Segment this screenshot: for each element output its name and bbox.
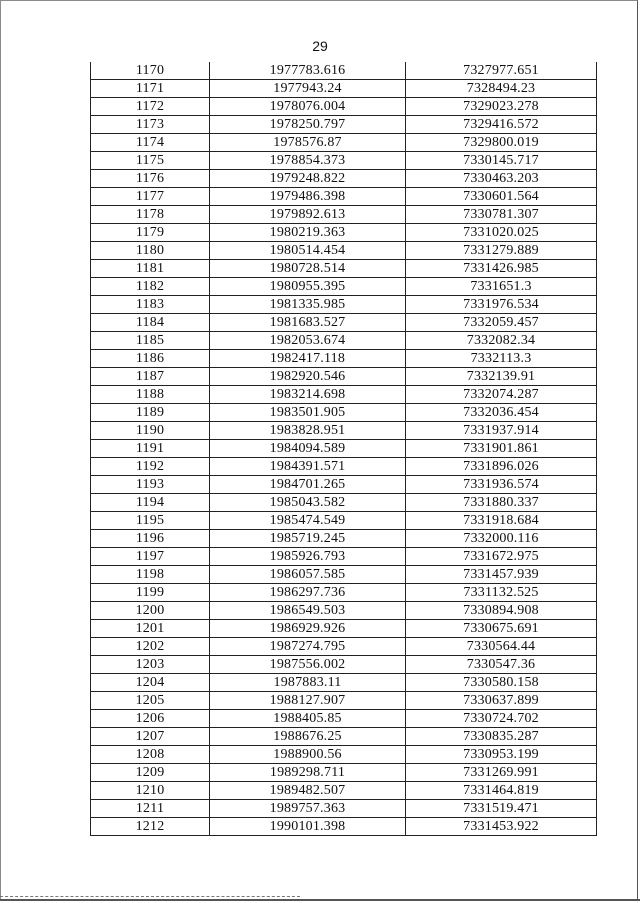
x-coordinate-cell: 1987556.002 [210, 656, 406, 674]
point-number-cell: 1174 [91, 134, 210, 152]
x-coordinate-cell: 1985926.793 [210, 548, 406, 566]
table-row [91, 296, 597, 314]
point-number-cell: 1197 [91, 548, 210, 566]
table-row [91, 602, 597, 620]
x-coordinate-cell: 1986057.585 [210, 566, 406, 584]
x-coordinate-cell: 1987274.795 [210, 638, 406, 656]
x-coordinate-cell: 1988900.56 [210, 746, 406, 764]
point-number-cell: 1196 [91, 530, 210, 548]
y-coordinate-cell: 7329800.019 [406, 134, 597, 152]
table-row [91, 134, 597, 152]
bottom-scan-artifact [0, 896, 300, 898]
y-coordinate-cell: 7331132.525 [406, 584, 597, 602]
x-coordinate-cell: 1982920.546 [210, 368, 406, 386]
point-number-cell: 1176 [91, 170, 210, 188]
point-number-cell: 1189 [91, 404, 210, 422]
point-number-cell: 1187 [91, 368, 210, 386]
bottom-edge-line [0, 899, 640, 901]
x-coordinate-cell: 1978854.373 [210, 152, 406, 170]
y-coordinate-cell: 7331901.861 [406, 440, 597, 458]
x-coordinate-cell: 1984094.589 [210, 440, 406, 458]
table-row [91, 170, 597, 188]
x-coordinate-cell: 1980728.514 [210, 260, 406, 278]
table-row [91, 152, 597, 170]
y-coordinate-cell: 7331519.471 [406, 800, 597, 818]
point-number-cell: 1205 [91, 692, 210, 710]
x-coordinate-cell: 1986929.926 [210, 620, 406, 638]
y-coordinate-cell: 7332082.34 [406, 332, 597, 350]
table-row [91, 314, 597, 332]
point-number-cell: 1182 [91, 278, 210, 296]
point-number-cell: 1210 [91, 782, 210, 800]
y-coordinate-cell: 7330953.199 [406, 746, 597, 764]
y-coordinate-cell: 7330835.287 [406, 728, 597, 746]
point-number-cell: 1206 [91, 710, 210, 728]
x-coordinate-cell: 1983828.951 [210, 422, 406, 440]
y-coordinate-cell: 7331269.991 [406, 764, 597, 782]
x-coordinate-cell: 1985474.549 [210, 512, 406, 530]
x-coordinate-cell: 1989298.711 [210, 764, 406, 782]
table-row [91, 260, 597, 278]
point-number-cell: 1188 [91, 386, 210, 404]
y-coordinate-cell: 7330601.564 [406, 188, 597, 206]
point-number-cell: 1185 [91, 332, 210, 350]
coordinates-table-body [91, 62, 597, 836]
point-number-cell: 1191 [91, 440, 210, 458]
point-number-cell: 1180 [91, 242, 210, 260]
table-row [91, 476, 597, 494]
y-coordinate-cell: 7330463.203 [406, 170, 597, 188]
x-coordinate-cell: 1979486.398 [210, 188, 406, 206]
table-row [91, 566, 597, 584]
table-row [91, 242, 597, 260]
table-row [91, 494, 597, 512]
page-number: 29 [312, 38, 328, 54]
x-coordinate-cell: 1988676.25 [210, 728, 406, 746]
x-coordinate-cell: 1978250.797 [210, 116, 406, 134]
table-row [91, 278, 597, 296]
x-coordinate-cell: 1980955.395 [210, 278, 406, 296]
y-coordinate-cell: 7332036.454 [406, 404, 597, 422]
table-row [91, 710, 597, 728]
y-coordinate-cell: 7331937.914 [406, 422, 597, 440]
point-number-cell: 1204 [91, 674, 210, 692]
x-coordinate-cell: 1989757.363 [210, 800, 406, 818]
y-coordinate-cell: 7330145.717 [406, 152, 597, 170]
x-coordinate-cell: 1990101.398 [210, 818, 406, 836]
x-coordinate-cell: 1987883.11 [210, 674, 406, 692]
table-row [91, 332, 597, 350]
point-number-cell: 1177 [91, 188, 210, 206]
x-coordinate-cell: 1983214.698 [210, 386, 406, 404]
point-number-cell: 1207 [91, 728, 210, 746]
x-coordinate-cell: 1985719.245 [210, 530, 406, 548]
y-coordinate-cell: 7331279.889 [406, 242, 597, 260]
table-row [91, 620, 597, 638]
y-coordinate-cell: 7331457.939 [406, 566, 597, 584]
x-coordinate-cell: 1979248.822 [210, 170, 406, 188]
x-coordinate-cell: 1980514.454 [210, 242, 406, 260]
x-coordinate-cell: 1983501.905 [210, 404, 406, 422]
point-number-cell: 1200 [91, 602, 210, 620]
y-coordinate-cell: 7330894.908 [406, 602, 597, 620]
table-row [91, 98, 597, 116]
x-coordinate-cell: 1981335.985 [210, 296, 406, 314]
y-coordinate-cell: 7330580.158 [406, 674, 597, 692]
x-coordinate-cell: 1989482.507 [210, 782, 406, 800]
point-number-cell: 1203 [91, 656, 210, 674]
y-coordinate-cell: 7331976.534 [406, 296, 597, 314]
point-number-cell: 1178 [91, 206, 210, 224]
table-row [91, 530, 597, 548]
point-number-cell: 1201 [91, 620, 210, 638]
x-coordinate-cell: 1977783.616 [210, 62, 406, 80]
coordinates-table [90, 62, 597, 836]
x-coordinate-cell: 1982417.118 [210, 350, 406, 368]
point-number-cell: 1184 [91, 314, 210, 332]
point-number-cell: 1190 [91, 422, 210, 440]
table-row [91, 638, 597, 656]
x-coordinate-cell: 1986297.736 [210, 584, 406, 602]
y-coordinate-cell: 7332000.116 [406, 530, 597, 548]
x-coordinate-cell: 1981683.527 [210, 314, 406, 332]
y-coordinate-cell: 7332074.287 [406, 386, 597, 404]
y-coordinate-cell: 7330675.691 [406, 620, 597, 638]
table-row [91, 674, 597, 692]
x-coordinate-cell: 1985043.582 [210, 494, 406, 512]
table-row [91, 386, 597, 404]
y-coordinate-cell: 7329023.278 [406, 98, 597, 116]
table-row [91, 764, 597, 782]
x-coordinate-cell: 1978076.004 [210, 98, 406, 116]
x-coordinate-cell: 1982053.674 [210, 332, 406, 350]
y-coordinate-cell: 7331672.975 [406, 548, 597, 566]
y-coordinate-cell: 7330724.702 [406, 710, 597, 728]
point-number-cell: 1194 [91, 494, 210, 512]
point-number-cell: 1181 [91, 260, 210, 278]
table-row [91, 512, 597, 530]
table-row [91, 116, 597, 134]
y-coordinate-cell: 7331020.025 [406, 224, 597, 242]
table-row [91, 746, 597, 764]
table-row [91, 422, 597, 440]
point-number-cell: 1192 [91, 458, 210, 476]
x-coordinate-cell: 1986549.503 [210, 602, 406, 620]
table-row [91, 728, 597, 746]
y-coordinate-cell: 7331918.684 [406, 512, 597, 530]
x-coordinate-cell: 1980219.363 [210, 224, 406, 242]
point-number-cell: 1211 [91, 800, 210, 818]
point-number-cell: 1186 [91, 350, 210, 368]
y-coordinate-cell: 7331936.574 [406, 476, 597, 494]
table-row [91, 206, 597, 224]
x-coordinate-cell: 1979892.613 [210, 206, 406, 224]
table-row [91, 440, 597, 458]
point-number-cell: 1212 [91, 818, 210, 836]
point-number-cell: 1202 [91, 638, 210, 656]
point-number-cell: 1170 [91, 62, 210, 80]
point-number-cell: 1208 [91, 746, 210, 764]
y-coordinate-cell: 7330637.899 [406, 692, 597, 710]
x-coordinate-cell: 1988405.85 [210, 710, 406, 728]
table-row [91, 782, 597, 800]
table-row [91, 404, 597, 422]
table-row [91, 368, 597, 386]
point-number-cell: 1172 [91, 98, 210, 116]
table-row [91, 224, 597, 242]
x-coordinate-cell: 1984701.265 [210, 476, 406, 494]
y-coordinate-cell: 7332059.457 [406, 314, 597, 332]
x-coordinate-cell: 1984391.571 [210, 458, 406, 476]
table-row [91, 62, 597, 80]
x-coordinate-cell: 1988127.907 [210, 692, 406, 710]
table-row [91, 548, 597, 566]
y-coordinate-cell: 7331453.922 [406, 818, 597, 836]
y-coordinate-cell: 7327977.651 [406, 62, 597, 80]
table-row [91, 818, 597, 836]
table-row [91, 584, 597, 602]
table-row [91, 350, 597, 368]
y-coordinate-cell: 7328494.23 [406, 80, 597, 98]
point-number-cell: 1195 [91, 512, 210, 530]
point-number-cell: 1209 [91, 764, 210, 782]
table-row [91, 800, 597, 818]
y-coordinate-cell: 7332113.3 [406, 350, 597, 368]
y-coordinate-cell: 7332139.91 [406, 368, 597, 386]
y-coordinate-cell: 7331464.819 [406, 782, 597, 800]
table-row [91, 656, 597, 674]
y-coordinate-cell: 7331896.026 [406, 458, 597, 476]
y-coordinate-cell: 7330547.36 [406, 656, 597, 674]
point-number-cell: 1193 [91, 476, 210, 494]
table-row [91, 80, 597, 98]
table-row [91, 692, 597, 710]
point-number-cell: 1173 [91, 116, 210, 134]
point-number-cell: 1175 [91, 152, 210, 170]
point-number-cell: 1179 [91, 224, 210, 242]
point-number-cell: 1183 [91, 296, 210, 314]
table-row [91, 458, 597, 476]
x-coordinate-cell: 1977943.24 [210, 80, 406, 98]
y-coordinate-cell: 7330564.44 [406, 638, 597, 656]
point-number-cell: 1171 [91, 80, 210, 98]
y-coordinate-cell: 7331426.985 [406, 260, 597, 278]
point-number-cell: 1199 [91, 584, 210, 602]
y-coordinate-cell: 7330781.307 [406, 206, 597, 224]
table-row [91, 188, 597, 206]
y-coordinate-cell: 7331880.337 [406, 494, 597, 512]
x-coordinate-cell: 1978576.87 [210, 134, 406, 152]
y-coordinate-cell: 7331651.3 [406, 278, 597, 296]
y-coordinate-cell: 7329416.572 [406, 116, 597, 134]
point-number-cell: 1198 [91, 566, 210, 584]
